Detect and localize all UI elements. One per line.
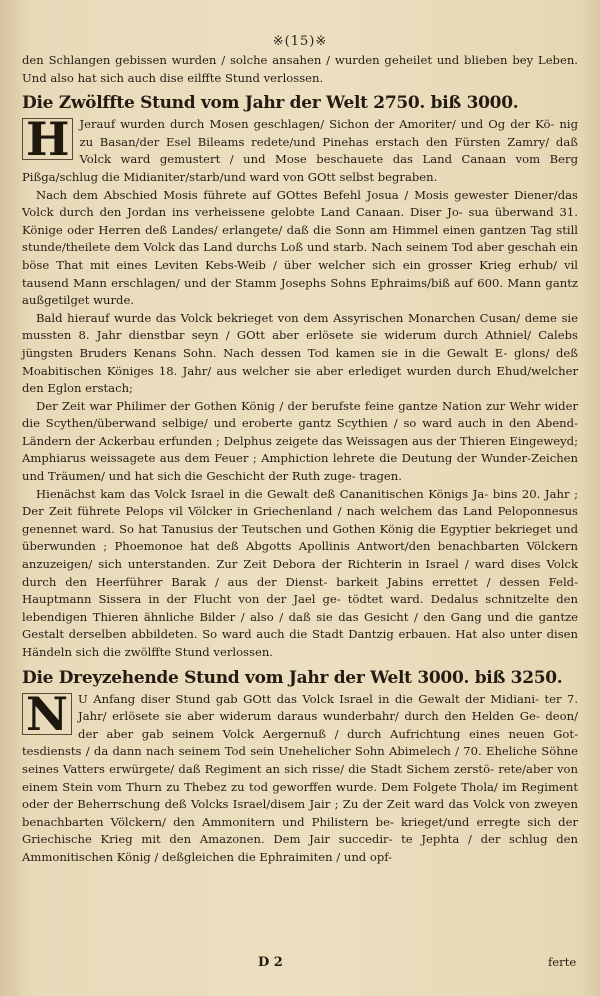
paragraph-text: Jerauf wurden durch Mosen geschlagen/ Sichon der Amoriter/ und Og der Kö- nig zu Basan/der Esel Bileams redete/und Pinehas erstach den Fürsten Zamry/ daß Volck ward gemustert / und Mose beschauete das Land Canaan vom Berg Pißga/schlug die Midianiter/starb/und ward von GOtt selbst begraben. — [22, 117, 578, 184]
intro-paragraph: den Schlangen gebissen wurden / solche ansahen / wurden geheilet und blieben bey Leben. Und also hat sich auch dise eilffte Stund verlossen. — [22, 53, 578, 85]
page-number: ※(15)※ — [272, 34, 328, 49]
paragraph: Nach dem Abschied Mosis führete auf GOttes Befehl Josua / Mosis gewester Diener/das Volck durch den Jordan ins verheissene gelobte Land Canaan. Diser Jo- sua überwand 31. Könige oder Herren deß Landes/ erlangete/ daß die Sonn am Himmel einen gantzen Tag still stunde/theilete dem Volck das Land durchs Loß und starb. Nach seinem Tod aber geschah ein böse That mit eines Leviten Kebs-Weib / über welcher sich ein grosser Krieg erhub/ vil tausend Mann erschlagen/ und der Stamm Josephs Sohns Ephraims/biß auf 600. Mann gantz außgetilget wurde. — [22, 187, 578, 308]
paragraph: Der Zeit war Philimer der Gothen König / der berufste feine gantze Nation zur Wehr wider die Scythen/überwand selbige/ und eroberte gantz Scythien / so ward auch in den Abend-Ländern der Ackerbau erfunden ; Delphus zeigete das Weissagen aus der Thieren Eingeweyd; Amphiarus weissagete aus dem Feuer ; Amphiction lehrete die Deutung der Wunder-Zeichen und Träumen/ und hat sich die Geschicht der Ruth zuge- tragen. — [22, 398, 578, 484]
drop-capital: N — [22, 693, 72, 735]
section-heading-twelfth: Die Zwölffte Stund vom Jahr der Welt 2750. biß 3000. — [22, 93, 519, 114]
paragraph: Hienächst kam das Volck Israel in die Gewalt deß Cananitischen Königs Ja- bins 20. Jahr ; Der Zeit führete Pelops vil Völcker in Griechenland / nach welchem das Land Peloponnesus genennet ward. So hat Tanusius der Teutschen und Gothen König die Egyptier bekrieget und überwunden ; Phoemonoe hat deß Abgotts Apollinis Antwort/den benachbarten Völckern anzuzeigen/ sich unterstanden. Zur Zeit Debora der Richterin in Israel / ward dises Volck durch den Heerführer Barak / aus der Dienst- barkeit Jabins errettet / dessen Feld-Hauptmann Sissera in der Flucht von der Jael ge- tödtet ward. Dedalus schnitzelte den lebendigen Thieren ähnliche Bilder / also / daß sie das Gesicht / den Gang und die gantze Gestalt derselben abbildeten. So ward auch die Stadt Dantzig erbauen. Hat also unter disen Händeln sich die zwölffte Stund verlossen. — [22, 486, 578, 659]
catchword: ferte — [548, 955, 577, 969]
page-text — [22, 52, 578, 867]
paragraph: Bald hierauf wurde das Volck bekrieget von dem Assyrischen Monarchen Cusan/ deme sie mussten 8. Jahr dienstbar seyn / GOtt aber erlösete sie widerum durch Athniel/ Calebs jüngsten Bruders Kenans Sohn. Nach dessen Tod kamen sie in die Gewalt E- glons/ deß Moabitischen Königes 18. Jahr/ aus welcher sie aber erlediget wurden durch Ehud/welcher den Eglon erstach; — [22, 310, 578, 396]
section-heading-thirteenth: Die Dreyzehende Stund vom Jahr der Welt 3000. biß 3250. — [22, 667, 563, 688]
paragraph — [22, 112, 578, 186]
signature-mark: D 2 — [258, 955, 283, 970]
paragraph — [22, 686, 578, 867]
drop-capital: H — [22, 118, 73, 160]
paragraph-text: U Anfang diser Stund gab GOtt das Volck Israel in die Gewalt der Midiani- ter 7. Jahr/ erlösete sie aber widerum daraus wunderbahr/ durch den Helden Ge- deon/ der aber gab seinem Volck Aergernuß / durch Aufrichtung eines neuen Got- tesdiensts / da dann nach seinem Tod sein Unehelicher Sohn Abimelech / 70. Eheliche Söhne seines Vatters erwürgete/ daß Regiment an sich risse/ die Stadt Sichem zerstö- rete/aber von einem Stein vom Thurn zu Thebez zu tod geworffen wurde. Dem Folgete Thola/ im Regiment oder der Beherrschung deß Volcks Israel/disem Jair ; Zu der Zeit ward das Volck von zweyen benachbarten Völckern/ den Ammonitern und Philistern be- krieget/und erregte sich der Griechische Krieg mit den Amazonen. Dem Jair succedir- te Jephta / der schlug den Ammonitischen König / deßgleichen die Ephraimiten / und opf- — [22, 691, 578, 864]
